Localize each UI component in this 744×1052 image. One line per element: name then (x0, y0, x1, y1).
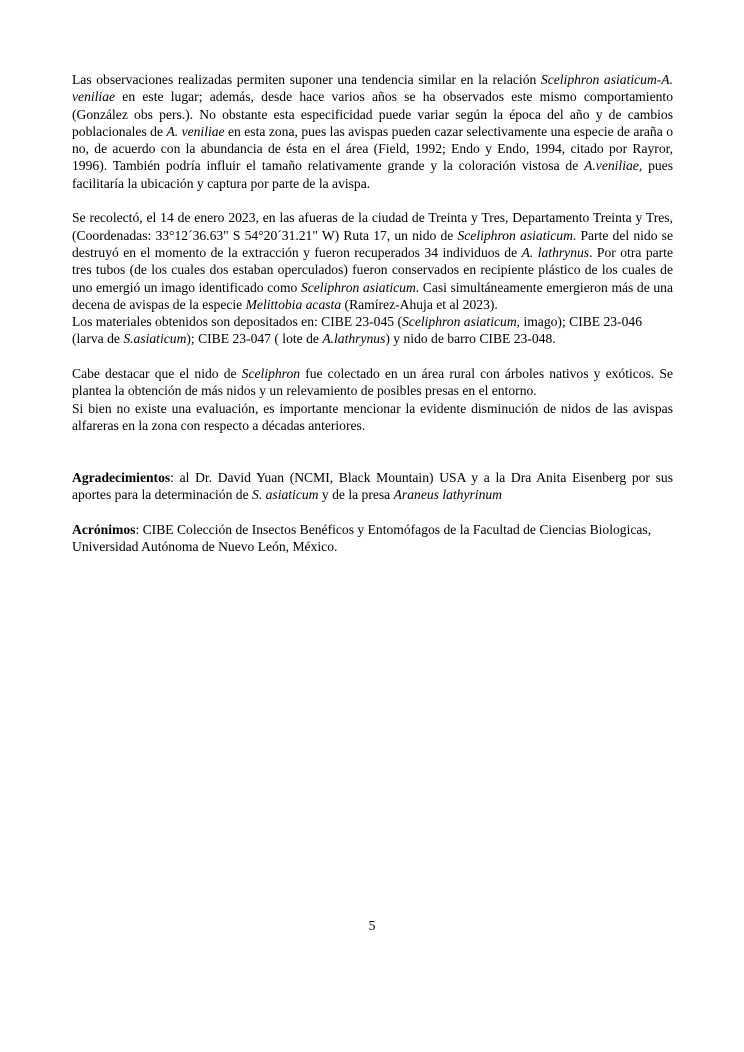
paragraph-decline: Si bien no existe una evaluación, es importante mencionar la evidente disminución de nidos de las avispas alfareras en la zona con respecto a décadas anteriores. (72, 400, 673, 433)
paragraph-observations: Las observaciones realizadas permiten suponer una tendencia similar en la relación Sceliphron asiaticum-A. veniliae en este lugar; además, desde hace varios años se ha observados este mismo comportamiento (González obs pers.). No obstante esta especificidad puede variar según la época del año y de cambios poblacionales de A. veniliae en esta zona, pues las avispas pueden cazar selectivamente una especie de araña o no, de acuerdo con la abundancia de ésta en el área (Field, 1992; Endo y Endo, 1994, citado por Rayror, 1996). También podría influir el tamaño relativamente grande y la coloración vistosa de A.veniliae, pues facilitaría la ubicación y captura por parte de la avispa. (72, 72, 673, 191)
paragraph-collection: Se recolectó, el 14 de enero 2023, en las afueras de la ciudad de Treinta y Tres, Departamento Treinta y Tres, (Coordenadas: 33°12´36.63" S 54°20´31.21" W) Ruta 17, un nido de Sceliphron asiaticum. Parte del nido se destruyó en el momento de la extracción y fueron recuperados 34 individuos de A. lathrynus. Por otra parte tres tubos (de los cuales dos estaban operculados) fueron conservados en recipiente plástico de los cuales de uno emergió un imago identificado como Sceliphron asiaticum. Casi simultáneamente emergieron más de una decena de avispas de la especie Melittobia acasta (Ramírez-Ahuja et al 2023). (72, 210, 673, 312)
page-number: 5 (368, 918, 376, 933)
species-name: A.lathrynus (322, 331, 386, 347)
species-name: A.veniliae, (584, 158, 643, 174)
species-name: Sceliphron asiaticum, (401, 314, 521, 330)
paragraph-gap (72, 348, 673, 365)
species-name: Sceliphron asiaticum-A. veniliae (72, 72, 673, 105)
acknowledgements-heading: Agradecimientos (72, 469, 171, 485)
species-name: Sceliphron asiaticum (457, 227, 573, 243)
genus-name: Sceliphron (241, 366, 301, 382)
acknowledgements: Agradecimientos: al Dr. David Yuan (NCMI, Black Mountain) USA y a la Dra Anita Eisenberg por sus aportes para la determinación de S. asiaticum y de la presa Araneus lathyrinum (72, 469, 673, 503)
acronyms: Acrónimos: CIBE Colección de Insectos Benéficos y Entomófagos de la Facultad de Ciencias Biologicas, Universidad Autónoma de Nuevo León, México. (72, 521, 652, 555)
paragraph-gap (72, 503, 673, 520)
paragraph-nest-location: Cabe destacar que el nido de Sceliphron fue colectado en un área rural con árboles nativos y exóticos. Se plantea la obtención de más nidos y un relevamiento de posibles presas en el entorno. (72, 366, 673, 399)
species-name: S.asiaticum (123, 331, 187, 347)
species-name: Sceliphron asiaticum (300, 279, 416, 295)
species-name: A. lathrynus (521, 244, 590, 260)
section-gap (72, 434, 673, 469)
paragraph-gap (72, 192, 673, 209)
paragraph-materials: Los materiales obtenidos son depositados en: CIBE 23-045 (Sceliphron asiaticum, imago); CIBE 23-046 (larva de S.asiaticum); CIBE 23-047 ( lote de A.lathrynus) y nido de barro CIBE 23-048. (72, 314, 642, 347)
species-name: S. asiaticum (252, 487, 319, 503)
species-name: Araneus lathyrinum (393, 487, 502, 503)
species-name: Melittobia acasta (245, 296, 342, 312)
acronyms-heading: Acrónimos (72, 521, 136, 537)
species-name: A. veniliae (166, 123, 225, 139)
document-body (72, 71, 673, 555)
